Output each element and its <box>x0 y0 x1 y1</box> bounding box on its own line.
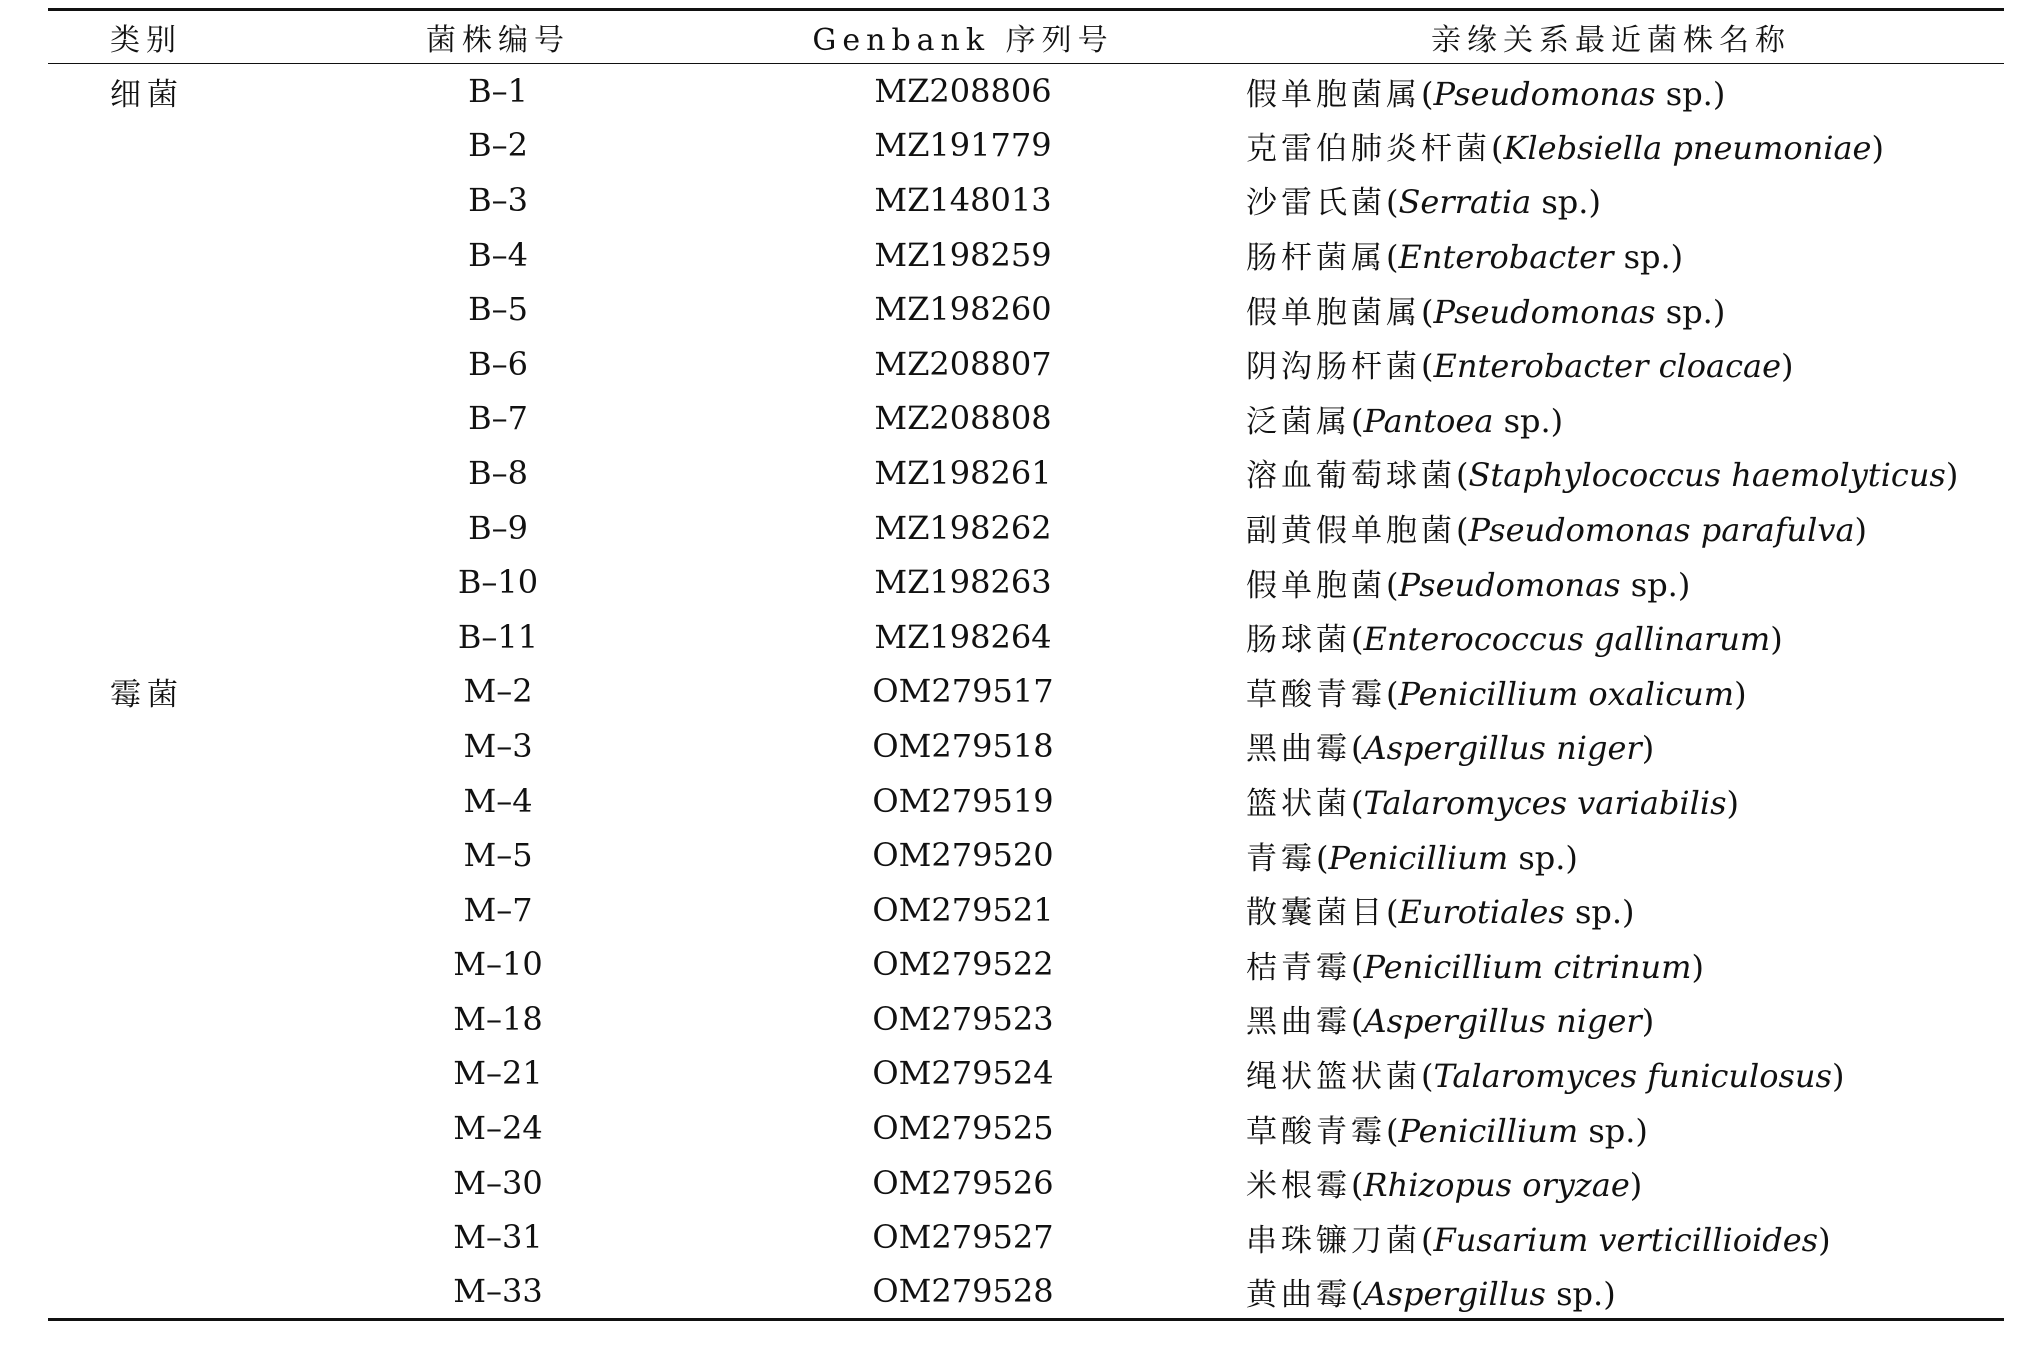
species-name-cell <box>1218 773 2004 828</box>
category-cell: 细菌 <box>110 76 184 113</box>
strain-id-cell: M–24 <box>453 1109 543 1148</box>
species-name-cell <box>1218 664 2004 719</box>
category-cell <box>48 828 288 883</box>
chinese-name: 假单胞菌 <box>1246 567 1386 604</box>
strain-id-cell: M–10 <box>453 945 543 984</box>
open-paren: ( <box>1351 1274 1364 1313</box>
name-suffix: ) <box>1818 1220 1831 1259</box>
open-paren: ( <box>1351 729 1364 768</box>
latin-name: Enterococcus gallinarum <box>1363 620 1771 659</box>
species-name-cell <box>1218 555 2004 610</box>
latin-name: Talaromyces variabilis <box>1363 784 1727 823</box>
header-closest-relative: 亲缘关系最近菌株名称 <box>1218 10 2004 64</box>
table-row <box>48 828 2004 883</box>
strain-id-cell: M–7 <box>463 890 533 929</box>
chinese-name: 阴沟肠杆菌 <box>1246 349 1421 386</box>
latin-name: Pseudomonas <box>1433 74 1656 113</box>
name-suffix: sp.) <box>1493 401 1564 440</box>
strain-id-cell: B–6 <box>468 344 528 383</box>
accession-cell: OM279525 <box>872 1109 1054 1148</box>
category-cell <box>48 937 288 992</box>
accession-cell: OM279528 <box>708 1265 1218 1320</box>
name-suffix: ) <box>1770 620 1783 659</box>
species-name-cell <box>1218 446 2004 501</box>
chinese-name: 桔青霉 <box>1246 949 1351 986</box>
accession-cell: OM279518 <box>872 726 1054 765</box>
species-name-cell <box>1218 828 2004 883</box>
strain-id-cell: M–2 <box>463 672 533 711</box>
accession-cell: MZ148013 <box>874 180 1052 219</box>
strain-id-cell: M–18 <box>453 999 543 1038</box>
category-cell <box>48 1101 288 1156</box>
species-name-cell <box>1218 64 2004 119</box>
chinese-name: 黑曲霉 <box>1246 731 1351 768</box>
name-suffix: sp.) <box>1620 565 1691 604</box>
table-row <box>48 719 2004 774</box>
species-name-cell <box>1218 1155 2004 1210</box>
accession-cell: MZ208808 <box>874 399 1052 438</box>
open-paren: ( <box>1351 784 1364 823</box>
strain-id-cell: B–1 <box>468 72 528 111</box>
category-cell <box>48 719 288 774</box>
name-suffix: ) <box>1691 947 1704 986</box>
species-name-cell <box>1218 391 2004 446</box>
latin-name: Talaromyces funiculosus <box>1433 1056 1832 1095</box>
table-row <box>48 391 2004 446</box>
name-suffix: ) <box>1945 456 1959 495</box>
open-paren: ( <box>1316 838 1329 877</box>
table-row <box>48 664 2004 719</box>
table-row <box>48 555 2004 610</box>
accession-cell: MZ191779 <box>874 126 1052 165</box>
open-paren: ( <box>1421 1220 1434 1259</box>
species-name-cell <box>1218 282 2004 337</box>
chinese-name: 肠杆菌属 <box>1246 240 1386 277</box>
table-row <box>48 118 2004 173</box>
species-name-cell <box>1218 118 2004 173</box>
open-paren: ( <box>1386 238 1399 277</box>
strain-id-cell: B–9 <box>468 508 528 547</box>
strain-id-cell: B–5 <box>468 290 528 329</box>
name-suffix: sp.) <box>1545 1274 1616 1313</box>
table-row <box>48 937 2004 992</box>
category-cell <box>48 609 288 664</box>
name-suffix: ) <box>1641 729 1655 768</box>
table-row <box>48 1265 2004 1320</box>
species-name-cell <box>1218 227 2004 282</box>
strain-id-cell: B–11 <box>457 617 539 656</box>
open-paren: ( <box>1386 565 1399 604</box>
accession-cell: OM279522 <box>872 945 1054 984</box>
accession-cell: MZ208806 <box>874 72 1052 111</box>
accession-cell: MZ198259 <box>874 235 1052 274</box>
species-name-cell <box>1218 500 2004 555</box>
chinese-name: 黄曲霉 <box>1246 1276 1351 1313</box>
open-paren: ( <box>1421 292 1434 331</box>
name-suffix: ) <box>1629 1166 1643 1205</box>
species-name-cell <box>1218 1265 2004 1320</box>
table-row <box>48 446 2004 501</box>
accession-cell: OM279527 <box>872 1218 1054 1257</box>
accession-cell: OM279521 <box>872 890 1054 929</box>
table-row <box>48 336 2004 391</box>
category-cell <box>48 336 288 391</box>
open-paren: ( <box>1421 1056 1434 1095</box>
open-paren: ( <box>1351 620 1364 659</box>
chinese-name: 克雷伯肺炎杆菌 <box>1246 130 1491 167</box>
open-paren: ( <box>1351 401 1364 440</box>
strain-id-cell: B–8 <box>468 453 528 492</box>
table-row <box>48 227 2004 282</box>
category-cell <box>48 391 288 446</box>
chinese-name: 溶血葡萄球菌 <box>1246 458 1456 495</box>
species-name-cell <box>1218 719 2004 774</box>
latin-name: Fusarium verticillioides <box>1433 1220 1819 1259</box>
latin-name: Pseudomonas <box>1433 292 1656 331</box>
category-cell <box>48 227 288 282</box>
species-name-cell <box>1218 609 2004 664</box>
strain-id-cell: B–7 <box>468 399 528 438</box>
accession-cell: OM279520 <box>872 836 1054 875</box>
latin-name: Aspergillus niger <box>1363 729 1642 768</box>
open-paren: ( <box>1456 456 1469 495</box>
species-name-cell <box>1218 336 2004 391</box>
chinese-name: 肠球菌 <box>1246 622 1351 659</box>
table-row <box>48 500 2004 555</box>
accession-cell: MZ198260 <box>874 290 1052 329</box>
category-cell: 霉菌 <box>110 676 184 713</box>
latin-name: Pantoea <box>1363 401 1494 440</box>
latin-name: Pseudomonas parafulva <box>1468 511 1855 550</box>
chinese-name: 副黄假单胞菌 <box>1246 513 1456 550</box>
latin-name: Penicillium oxalicum <box>1398 674 1735 713</box>
accession-cell: OM279519 <box>872 781 1054 820</box>
accession-cell: MZ198262 <box>874 508 1052 547</box>
open-paren: ( <box>1386 183 1399 222</box>
name-suffix: sp.) <box>1655 292 1726 331</box>
table-row <box>48 773 2004 828</box>
chinese-name: 绳状篮状菌 <box>1246 1058 1421 1095</box>
strain-id-cell: B–4 <box>468 235 528 274</box>
open-paren: ( <box>1351 1166 1364 1205</box>
category-cell <box>48 282 288 337</box>
species-name-cell <box>1218 1210 2004 1265</box>
latin-name: Penicillium <box>1328 838 1509 877</box>
name-suffix: ) <box>1641 1002 1655 1041</box>
strain-id-cell: B–2 <box>468 126 528 165</box>
table-row <box>48 64 2004 119</box>
table-row <box>48 1101 2004 1156</box>
latin-name: Klebsiella pneumoniae <box>1503 128 1872 167</box>
open-paren: ( <box>1491 128 1504 167</box>
category-cell <box>48 992 288 1047</box>
open-paren: ( <box>1456 511 1469 550</box>
strain-id-cell: B–10 <box>457 563 539 602</box>
category-cell <box>48 1155 288 1210</box>
accession-cell: OM279526 <box>872 1163 1054 1202</box>
table-header <box>48 10 2004 64</box>
strain-id-cell: M–33 <box>288 1265 708 1320</box>
table-row <box>48 1155 2004 1210</box>
name-suffix: sp.) <box>1578 1111 1648 1150</box>
chinese-name: 串珠镰刀菌 <box>1246 1222 1421 1259</box>
name-suffix: sp.) <box>1613 238 1684 277</box>
category-cell <box>48 1046 288 1101</box>
name-suffix: sp.) <box>1531 183 1601 222</box>
latin-name: Serratia <box>1398 183 1532 222</box>
chinese-name: 假单胞菌属 <box>1246 294 1421 331</box>
strain-table-container <box>48 8 2004 1321</box>
species-name-cell <box>1218 937 2004 992</box>
strain-id-cell: M–21 <box>453 1054 543 1093</box>
open-paren: ( <box>1421 74 1434 113</box>
chinese-name: 草酸青霉 <box>1246 1113 1386 1150</box>
table-row <box>48 1046 2004 1101</box>
latin-name: Enterobacter cloacae <box>1433 347 1781 386</box>
category-cell <box>48 555 288 610</box>
species-name-cell <box>1218 882 2004 937</box>
strain-id-cell: B–3 <box>468 180 528 219</box>
name-suffix: ) <box>1734 674 1747 713</box>
header-genbank-accession: Genbank 序列号 <box>708 10 1218 64</box>
name-suffix: sp.) <box>1655 74 1726 113</box>
strain-id-cell: M–4 <box>463 781 533 820</box>
chinese-name: 黑曲霉 <box>1246 1004 1351 1041</box>
category-cell <box>48 882 288 937</box>
latin-name: Staphylococcus haemolyticus <box>1468 456 1946 495</box>
table-body <box>48 64 2004 1320</box>
accession-cell: MZ198261 <box>874 453 1052 492</box>
strain-table <box>48 8 2004 1321</box>
latin-name: Aspergillus niger <box>1363 1002 1642 1041</box>
open-paren: ( <box>1386 674 1399 713</box>
open-paren: ( <box>1351 947 1364 986</box>
open-paren: ( <box>1421 347 1434 386</box>
strain-id-cell: M–30 <box>453 1163 543 1202</box>
table-row <box>48 282 2004 337</box>
latin-name: Penicillium <box>1398 1111 1579 1150</box>
name-suffix: ) <box>1831 1056 1845 1095</box>
open-paren: ( <box>1351 1002 1364 1041</box>
category-cell <box>48 1265 288 1320</box>
category-cell <box>48 173 288 228</box>
chinese-name: 泛菌属 <box>1246 403 1351 440</box>
chinese-name: 米根霉 <box>1246 1168 1351 1205</box>
name-suffix: sp.) <box>1508 838 1578 877</box>
chinese-name: 青霉 <box>1246 840 1316 877</box>
species-name-cell <box>1218 992 2004 1047</box>
species-name-cell <box>1218 1046 2004 1101</box>
accession-cell: MZ198263 <box>874 563 1052 602</box>
accession-cell: OM279517 <box>872 672 1054 711</box>
name-suffix: ) <box>1854 511 1868 550</box>
latin-name: Enterobacter <box>1398 238 1614 277</box>
category-cell <box>48 446 288 501</box>
table-row <box>48 1210 2004 1265</box>
category-cell <box>48 500 288 555</box>
table-row <box>48 992 2004 1047</box>
species-name-cell <box>1218 1101 2004 1156</box>
name-suffix: sp.) <box>1564 893 1635 932</box>
accession-cell: MZ208807 <box>874 344 1052 383</box>
latin-name: Aspergillus <box>1363 1274 1546 1313</box>
category-cell <box>48 118 288 173</box>
chinese-name: 草酸青霉 <box>1246 676 1386 713</box>
latin-name: Pseudomonas <box>1398 565 1621 604</box>
name-suffix: ) <box>1871 128 1884 167</box>
strain-id-cell: M–5 <box>463 836 533 875</box>
accession-cell: OM279524 <box>872 1054 1054 1093</box>
chinese-name: 沙雷氏菌 <box>1246 185 1386 222</box>
latin-name: Rhizopus oryzae <box>1363 1166 1630 1205</box>
strain-id-cell: M–3 <box>463 726 533 765</box>
name-suffix: ) <box>1726 784 1740 823</box>
chinese-name: 假单胞菌属 <box>1246 76 1421 113</box>
open-paren: ( <box>1386 893 1399 932</box>
header-strain-id: 菌株编号 <box>288 10 708 64</box>
header-category: 类别 <box>48 10 288 64</box>
table-row <box>48 882 2004 937</box>
table-row <box>48 609 2004 664</box>
accession-cell: MZ198264 <box>874 617 1052 656</box>
strain-id-cell: M–31 <box>453 1218 543 1257</box>
header-row <box>48 10 2004 64</box>
table-row <box>48 173 2004 228</box>
species-name-cell <box>1218 173 2004 228</box>
chinese-name: 散囊菌目 <box>1246 895 1386 932</box>
open-paren: ( <box>1386 1111 1399 1150</box>
name-suffix: ) <box>1781 347 1794 386</box>
accession-cell: OM279523 <box>872 999 1054 1038</box>
category-cell <box>48 1210 288 1265</box>
latin-name: Eurotiales <box>1398 893 1565 932</box>
latin-name: Penicillium citrinum <box>1363 947 1692 986</box>
chinese-name: 篮状菌 <box>1246 786 1351 823</box>
category-cell <box>48 773 288 828</box>
